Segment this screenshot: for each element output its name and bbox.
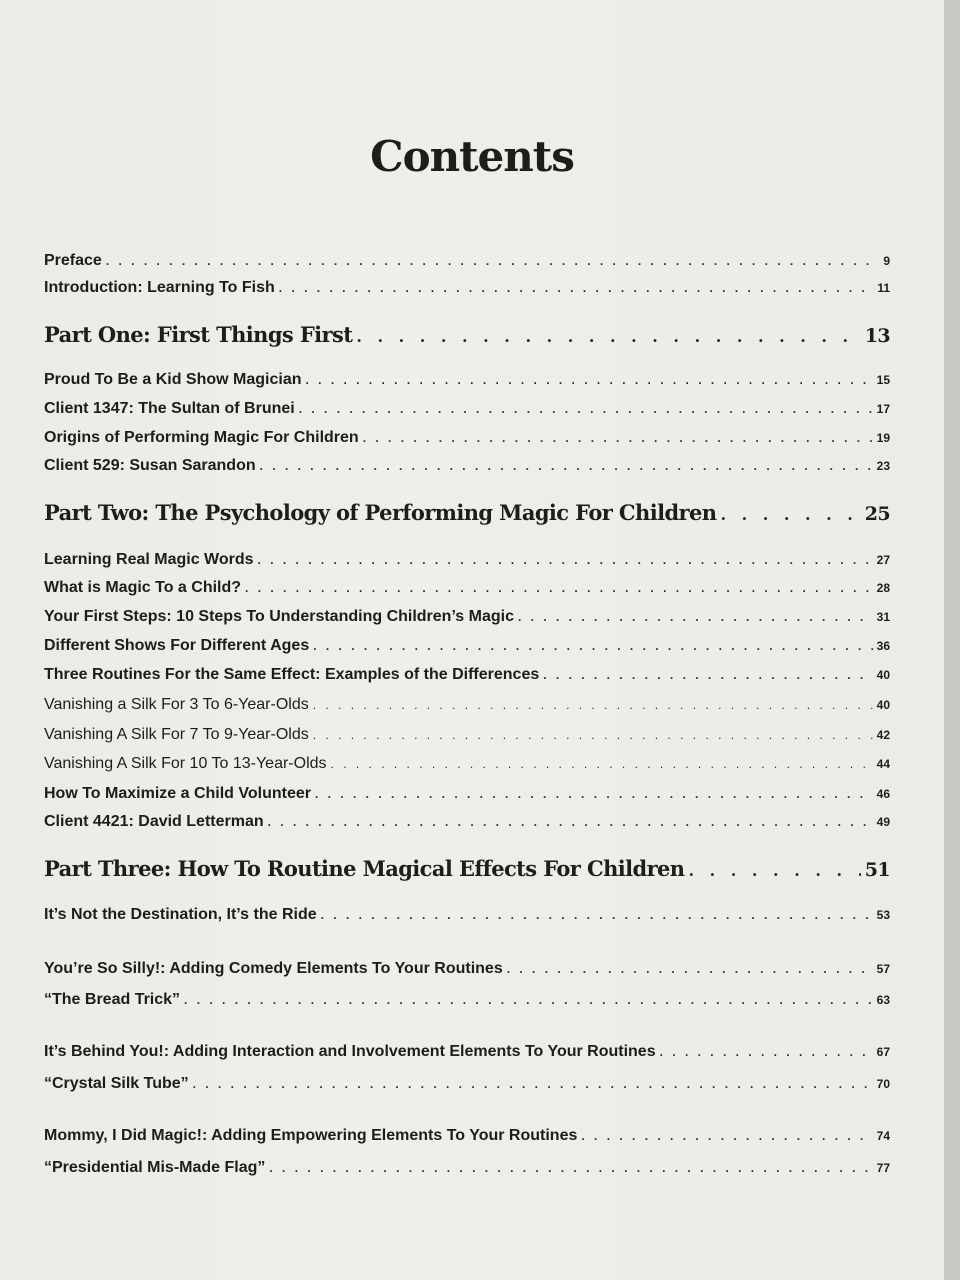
toc-sub-entry xyxy=(44,755,890,773)
dot-leader xyxy=(184,993,873,1007)
toc-entry xyxy=(44,608,890,626)
toc-part-label: Part One: First Things First xyxy=(44,322,353,347)
dot-leader xyxy=(313,698,873,712)
toc-page-number: 17 xyxy=(876,402,890,416)
toc-entry xyxy=(44,666,890,684)
toc-entry-label: Proud To Be a Kid Show Magician xyxy=(44,371,302,388)
toc-page-number: 9 xyxy=(883,254,890,268)
toc-entry-label: It’s Behind You!: Adding Interaction and Involvement Elements To Your Routines xyxy=(44,1043,656,1060)
toc-part-label: Part Two: The Psychology of Performing Magic For Children xyxy=(44,500,717,525)
dot-leader xyxy=(688,861,860,880)
toc-page-number: 46 xyxy=(876,787,890,801)
toc-page-number: 42 xyxy=(876,728,890,742)
dot-leader xyxy=(313,639,872,653)
toc-part-two xyxy=(44,500,890,525)
toc-entry-label: It’s Not the Destination, It’s the Ride xyxy=(44,906,317,923)
toc-entry-label: Your First Steps: 10 Steps To Understanding Children’s Magic xyxy=(44,608,514,625)
toc-page-number: 11 xyxy=(877,281,890,295)
toc-sub-entry xyxy=(44,696,890,714)
dot-leader xyxy=(193,1077,873,1091)
toc-entry xyxy=(44,1075,890,1093)
toc-page-number: 40 xyxy=(876,698,890,712)
dot-leader xyxy=(279,281,874,295)
toc-page-number: 57 xyxy=(876,962,890,976)
toc-entry xyxy=(44,1127,890,1145)
toc-entry-label: “Presidential Mis-Made Flag” xyxy=(44,1159,266,1176)
toc-entry-label: Preface xyxy=(44,252,102,269)
dot-leader xyxy=(331,757,873,771)
toc-entry-label: “The Bread Trick” xyxy=(44,991,181,1008)
toc-entry xyxy=(44,551,890,569)
dot-leader xyxy=(313,728,873,742)
toc-page-number: 28 xyxy=(876,581,890,595)
toc-page-number: 74 xyxy=(876,1129,890,1143)
toc-entry xyxy=(44,579,890,597)
toc-entry xyxy=(44,400,890,418)
toc-entry-label: Introduction: Learning To Fish xyxy=(44,279,275,296)
dot-leader xyxy=(299,402,873,416)
toc-entry-label: Vanishing a Silk For 3 To 6-Year-Olds xyxy=(44,696,309,713)
dot-leader xyxy=(720,505,860,524)
toc-page-number: 40 xyxy=(876,668,890,682)
toc-entry-label: Client 529: Susan Sarandon xyxy=(44,457,256,474)
toc-entry xyxy=(44,906,890,924)
toc-page-number: 53 xyxy=(876,908,890,922)
dot-leader xyxy=(306,373,873,387)
toc-page-number: 31 xyxy=(876,610,890,624)
toc-page-number: 27 xyxy=(876,553,890,567)
toc-entry-label: Mommy, I Did Magic!: Adding Empowering Elements To Your Routines xyxy=(44,1127,578,1144)
dot-leader xyxy=(245,581,873,595)
toc-page-number: 77 xyxy=(876,1161,890,1175)
dot-leader xyxy=(356,327,860,346)
toc-part-one xyxy=(44,322,890,347)
toc-page-number: 51 xyxy=(864,859,890,881)
dot-leader xyxy=(363,431,873,445)
toc-entry xyxy=(44,429,890,447)
dot-leader xyxy=(106,254,879,268)
toc-sub-entry xyxy=(44,726,890,744)
dot-leader xyxy=(260,459,873,473)
dot-leader xyxy=(258,553,873,567)
toc-entry xyxy=(44,785,890,803)
toc-entry-label: “Crystal Silk Tube” xyxy=(44,1075,189,1092)
toc-entry-label: Three Routines For the Same Effect: Examples of the Differences xyxy=(44,666,540,683)
toc-page-number: 36 xyxy=(876,639,890,653)
toc-part-label: Part Three: How To Routine Magical Effects For Children xyxy=(44,856,685,881)
toc-page-number: 19 xyxy=(876,431,890,445)
dot-leader xyxy=(543,668,872,682)
dot-leader xyxy=(660,1045,873,1059)
toc-entry xyxy=(44,960,890,978)
dot-leader xyxy=(507,962,873,976)
toc-entry xyxy=(44,1043,890,1061)
toc-page-number: 49 xyxy=(876,815,890,829)
dot-leader xyxy=(269,1161,872,1175)
toc-entry-label: How To Maximize a Child Volunteer xyxy=(44,785,311,802)
toc-entry-introduction xyxy=(44,279,890,297)
toc-page-number: 63 xyxy=(876,993,890,1007)
toc-entry-preface xyxy=(44,252,890,270)
toc-entry-label: Client 1347: The Sultan of Brunei xyxy=(44,400,295,417)
dot-leader xyxy=(581,1129,872,1143)
toc-entry-label: Different Shows For Different Ages xyxy=(44,637,310,654)
toc-page-number: 15 xyxy=(876,373,890,387)
dot-leader xyxy=(321,908,873,922)
toc-entry xyxy=(44,813,890,831)
toc-entry xyxy=(44,991,890,1009)
dot-leader xyxy=(268,815,873,829)
toc-page-number: 25 xyxy=(864,503,890,525)
toc-page-number: 23 xyxy=(876,459,890,473)
toc-entry-label: Learning Real Magic Words xyxy=(44,551,254,568)
toc-entry-label: Client 4421: David Letterman xyxy=(44,813,264,830)
dot-leader xyxy=(518,610,873,624)
toc-entry-label: Origins of Performing Magic For Children xyxy=(44,429,359,446)
toc-entry-label: Vanishing A Silk For 10 To 13-Year-Olds xyxy=(44,755,327,772)
toc-page-number: 67 xyxy=(876,1045,890,1059)
toc-entry-label: You’re So Silly!: Adding Comedy Elements To Your Routines xyxy=(44,960,503,977)
toc-page-number: 13 xyxy=(864,325,890,347)
page-title: Contents xyxy=(370,132,574,181)
toc-page-number: 70 xyxy=(876,1077,890,1091)
toc-entry-label: What is Magic To a Child? xyxy=(44,579,242,596)
toc-entry xyxy=(44,1159,890,1177)
toc-entry xyxy=(44,457,890,475)
toc-page-number: 44 xyxy=(876,757,890,771)
page-edge xyxy=(944,0,960,1280)
dot-leader xyxy=(315,787,873,801)
toc-entry xyxy=(44,371,890,389)
toc-entry-label: Vanishing A Silk For 7 To 9-Year-Olds xyxy=(44,726,309,743)
toc-part-three xyxy=(44,856,890,881)
toc-entry xyxy=(44,637,890,655)
